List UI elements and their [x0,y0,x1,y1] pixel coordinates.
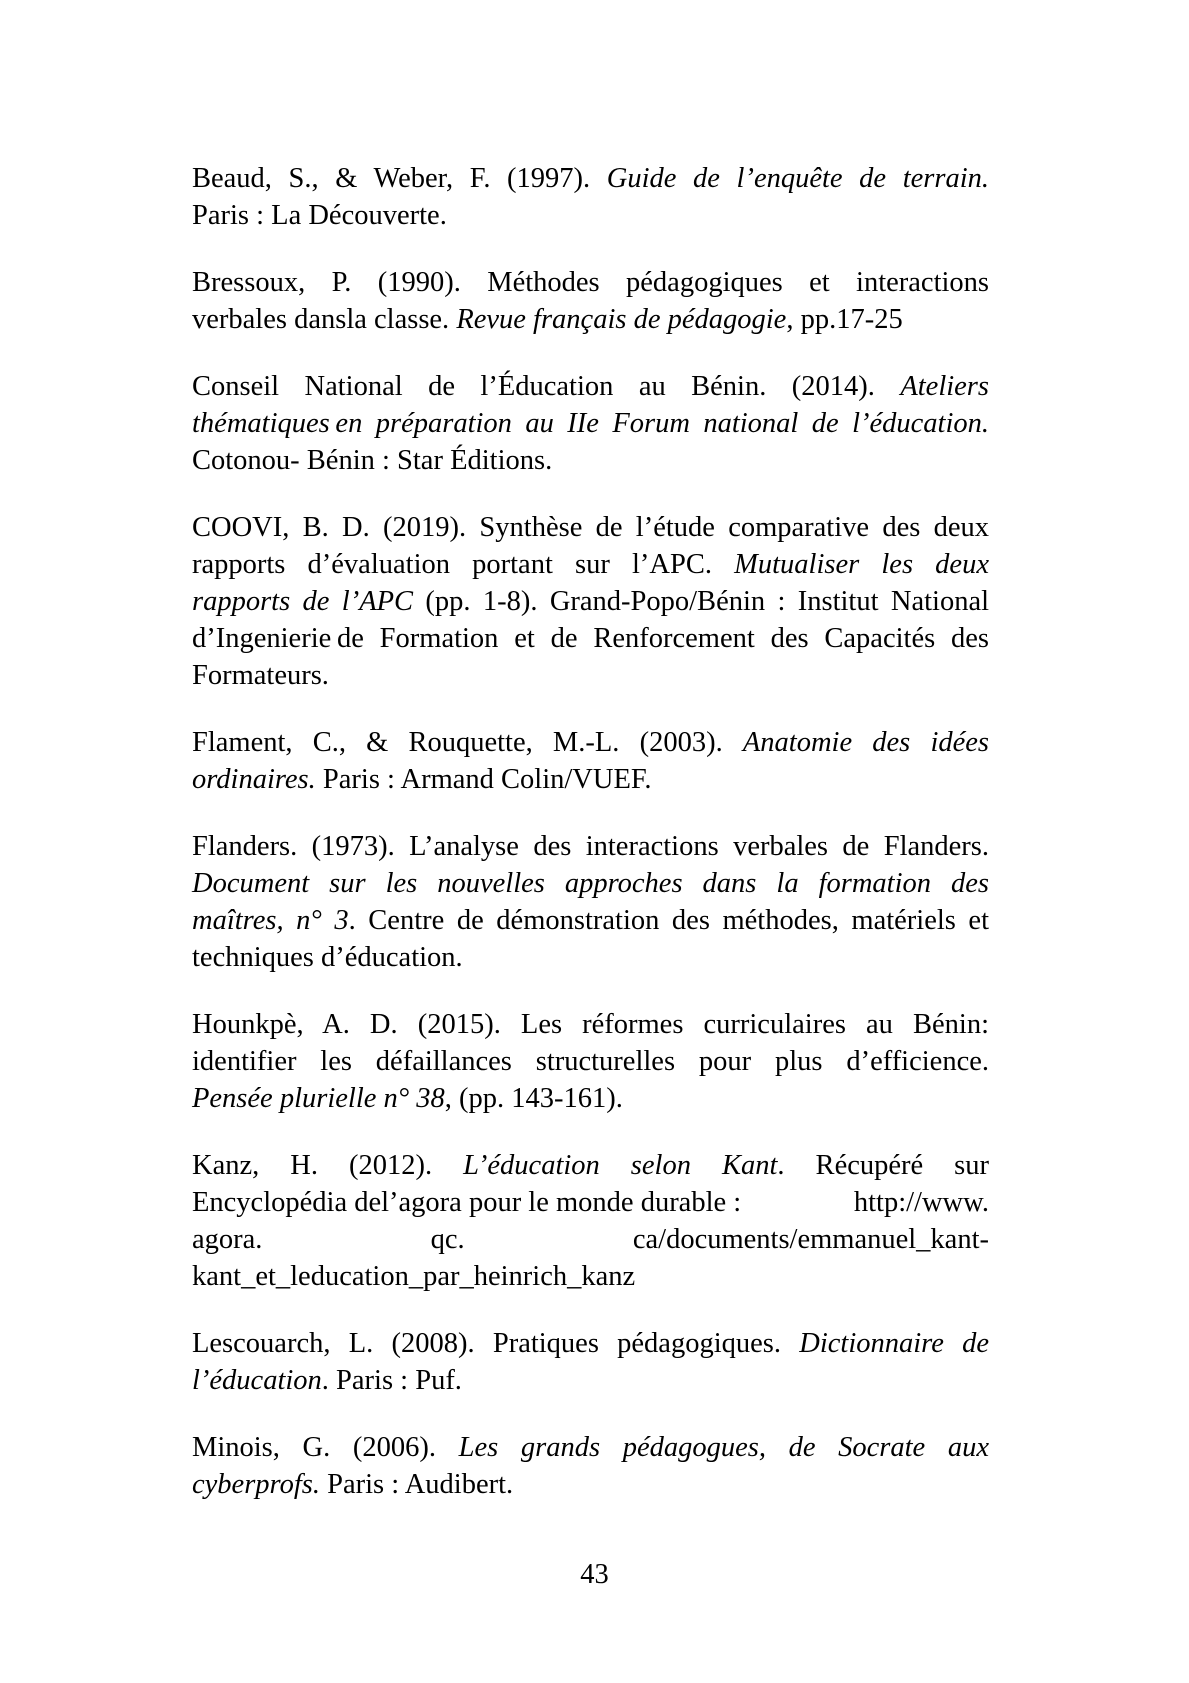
reference-entry [192,160,989,234]
reference-text: . Récupéré sur [777,1150,990,1181]
reference-line [192,442,989,479]
reference-line [192,724,989,761]
reference-entry [192,368,989,479]
reference-line [192,583,989,620]
reference-entry [192,1006,989,1117]
reference-line [192,301,989,338]
reference-text: Bressoux, P. (1990). Méthodes pédagogiques et interactions [192,267,989,298]
reference-text: Hounkpè, A. D. (2015). Les réformes curriculaires au Bénin: [192,1009,989,1040]
reference-line [192,160,989,197]
reference-line [192,197,989,234]
reference-text: Beaud, S., & Weber, F. (1997). [192,163,607,194]
reference-line [192,368,989,405]
reference-text-italic: Ateliers [900,371,989,402]
reference-text: Flanders. (1973). L’analyse des interactions verbales de Flanders. [192,831,989,862]
reference-entry [192,1147,989,1295]
reference-entry [192,828,989,976]
reference-text: (pp. 1-8). Grand-Popo/Bénin : Institut National [413,586,990,617]
reference-line [192,657,989,694]
references-list [192,160,989,1533]
reference-text: identifier les défaillances structurelles pour plus d’efficience. [192,1046,989,1077]
reference-text: verbales dansla classe. [192,304,457,335]
reference-entry [192,1429,989,1503]
reference-line [192,902,989,939]
reference-text: Minois, G. (2006). [192,1432,459,1463]
reference-entry [192,509,989,694]
reference-line [192,761,989,798]
reference-line [192,1466,989,1503]
reference-text: . Paris : Puf. [321,1365,462,1396]
reference-line [192,546,989,583]
reference-text: Kanz, H. (2012). [192,1150,464,1181]
reference-line [192,828,989,865]
reference-text: . Centre de démonstration des méthodes, matériels et [348,905,989,936]
reference-line [192,1043,989,1080]
reference-line [192,620,989,657]
url-text: agora. [192,1224,263,1255]
reference-text-italic: maîtres, n° 3 [192,905,349,936]
reference-text: d’Ingenierie de Formation et de Renforcement des Capacités des [192,623,989,654]
reference-line-url [192,1221,989,1258]
reference-text-italic: Mutualiser les deux [734,549,989,580]
reference-line [192,1325,989,1362]
reference-text: Formateurs. [192,660,329,691]
reference-text-italic: Anatomie des idées [742,727,989,758]
reference-text-italic: L’éducation selon Kant [463,1150,778,1181]
reference-line [192,405,989,442]
reference-text-italic: thématiques en préparation au IIe Forum national de l’éducation. [192,408,989,439]
reference-text-italic: ordinaires. [192,764,316,795]
reference-line [192,1006,989,1043]
reference-text-italic: Pensée plurielle n° 38 [192,1083,445,1114]
reference-text-italic: Guide de l’enquête de terrain. [606,163,989,194]
reference-line [192,1147,989,1184]
reference-text: Paris : Audibert. [319,1469,514,1500]
reference-line [192,1258,989,1295]
reference-line [192,939,989,976]
reference-line [192,1080,989,1117]
reference-line [192,264,989,301]
reference-text: , pp.17-25 [786,304,903,335]
url-text: Encyclopédia del’agora pour le monde durable : [192,1187,742,1218]
reference-text-italic: Dictionnaire de [799,1328,989,1359]
reference-text: , (pp. 143-161). [444,1083,623,1114]
reference-text-italic: l’éducation [192,1365,322,1396]
reference-text-italic: Revue français de pédagogie [456,304,787,335]
reference-entry [192,724,989,798]
reference-text: Lescouarch, L. (2008). Pratiques pédagogiques. [192,1328,800,1359]
reference-line [192,509,989,546]
reference-text-italic: Document sur les nouvelles approches dans la formation des [192,868,989,899]
page-number: 43 [580,1559,609,1590]
reference-text: techniques d’éducation. [192,942,463,973]
reference-entry [192,1325,989,1399]
url-text: qc. [430,1224,465,1255]
reference-text-italic: rapports de l’APC [192,586,414,617]
reference-text-italic: cyberprofs. [192,1469,320,1500]
url-text: ca/documents/emmanuel_kant- [632,1224,989,1255]
reference-text-italic: Les grands pédagogues, de Socrate aux [458,1432,989,1463]
url-text: http://www. [853,1187,989,1218]
reference-line [192,1429,989,1466]
reference-text: Conseil National de l’Éducation au Bénin. (2014). [192,371,901,402]
reference-line [192,1362,989,1399]
reference-text: COOVI, B. D. (2019). Synthèse de l’étude comparative des deux [192,512,989,543]
reference-line-url [192,1184,989,1221]
reference-entry [192,264,989,338]
reference-text: Cotonou- Bénin : Star Éditions. [192,445,553,476]
reference-text: kant_et_leducation_par_heinrich_kanz [192,1261,636,1292]
reference-text: Flament, C., & Rouquette, M.-L. (2003). [192,727,743,758]
reference-text: Paris : La Découverte. [192,200,447,231]
reference-line [192,865,989,902]
reference-text: rapports d’évaluation portant sur l’APC. [192,549,735,580]
reference-text: Paris : Armand Colin/VUEF. [315,764,652,795]
